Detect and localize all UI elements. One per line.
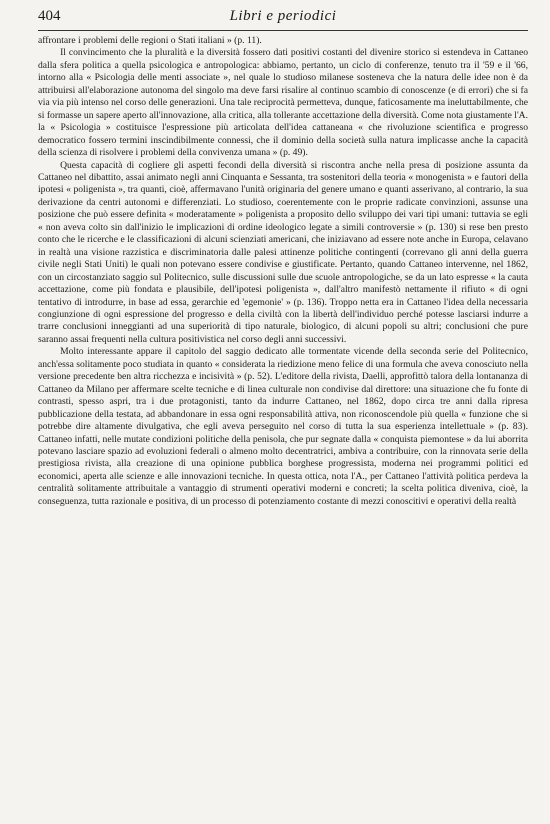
paragraph-continuation: affrontare i problemi delle regioni o Stati italiani » (p. 11).: [38, 35, 262, 46]
page-header: [38, 8, 528, 31]
paragraph: Molto interessante appare il capitolo del saggio dedicato alle tormentate vicende della seconda serie del Politecnico, anch'essa solitamente poco studiata in quanto « considerata la riedizione meno felice di una formula che aveva conosciuto nella versione precedente ben altra ricchezza e incisività » (p. 52). L'editore della rivista, Daelli, approfittò talora della lontananza di Cattaneo da Milano per affermare scelte tecniche e di linea culturale non condivise dal direttore: una situazione che fu fonte di contrasti, spesso aspri, tra i due protagonisti, tanto da indurre Cattaneo, nel 1862, dopo circa tre anni dalla ripresa pubblicazione della testata, ad abbandonare in essa ogni responsabilità attiva, non riconoscendole più quella « funzione che si potrebbe dire altamente divulgativa, che egli aveva perseguito nel corso di tutta la sua esperienza intellettuale » (p. 83). Cattaneo infatti, nelle mutate condizioni politiche della penisola, che pur segnate dalla « conquista piemontese » da lui aborrita potevano lasciare spazio ad evoluzioni federali o almeno molto decentratrici, ambiva a contribuire, con la rinnovata serie della prestigiosa rivista, alla creazione di una opinione pubblica borghese progressista, moderna nei programmi politici ed economici, aperta alle scienze e alle innovazioni tecniche. In questa ottica, nota l'A., per Cattaneo l'attività politica perdeva la centralità solitamente attribuitale a vantaggio di strumenti operativi moderni e concreti; la scelta politica diveniva, cioè, la conseguenza, tutta razionale e positiva, di un processo di potenziamento costante di mezzi conoscitivi e operativi della realtà: [38, 346, 528, 507]
paragraph: Questa capacità di cogliere gli aspetti fecondi della diversità si riscontra anche nella presa di posizione assunta da Cattaneo nel dibattito, assai animato negli anni Cinquanta e Sessanta, tra sostenitori della teoria « monogenista » e fautori della ipotesi « poligenista », tra quanti, cioè, affermavano l'unità originaria del genere umano e quanti asserivano, al contrario, la sua derivazione da centri autonomi e differenziati. Lo studioso, coerentemente con le proprie radicate convinzioni, assunse una posizione che può essere definita « moderatamente » poligenista a proposito dello sviluppo dei vari tipi umani: tuttavia se egli « non aveva colto sin dall'inizio le implicazioni di ordine ideologico legate a simili controversie » (p. 130) si rese ben presto conto che le ricerche e le classificazioni di alcuni scienziati americani, che iniziavano ad essere note anche in Europa, celavano in realtà una visione razzistica e discriminatoria dalle palesi attinenze politiche contingenti (correvano gli anni della guerra civile negli Stati Uniti) le quali non potevano essere condivise e giustificate. Pertanto, quando Cattaneo intervenne, nel 1862, con un circostanziato saggio sul Politecnico, sulle discussioni sulle due scuole antropologiche, se da un lato espresse « la cauta accettazione, come più fondata e plausibile, dell'ipotesi poligenista », dall'altro manifestò nettamente il rifiuto « di ogni tentativo di introdurre, in base ad essa, gerarchie ed 'egemonie' » (p. 136). Troppo netta era in Cattaneo l'idea della necessaria congiunzione di ogni espressione del progresso e della civiltà con la libertà dell'individuo perché potesse lasciarsi indurre a trarre conclusioni inneggianti ad una superiorità di tipo naturale, biologico, di alcuni popoli su altri; conclusioni che pure saranno assai frequenti nella cultura positivistica nel corso degli anni successivi.: [38, 159, 528, 345]
running-title: Libri e periodici: [229, 8, 337, 24]
paragraph: Il convincimento che la pluralità e la diversità fossero dati positivi costanti del divenire storico si estendeva in Cattaneo dalla sfera politica a quella psicologica e antropologica: abbiamo, pertanto, un ciclo di conferenze, tenuto tra il '59 e il '66, intorno alla « Psicologia delle menti associate », nel quale lo studioso milanese sosteneva che la natura delle idee non è da attribuirsi all'elaborazione autonoma del singolo ma deve farsi risalire al continuo scambio di conoscenze (e di errori) che si fa via via più intenso nel corso delle generazioni. Una tale reciprocità permetteva, dunque, faticosamente ma ineluttabilmente, che si formasse un sapere aperto all'innovazione, alla critica, alla tollerante accettazione della diversità. Come nota giustamente l'A. la « Psicologia » costituisce l'espressione più articolata dell'idea cattaneana « che rivoluzione scientifica e progresso democratico fossero termini inscindibilmente connessi, che il dominio della società sulla natura implicasse anche la capacità della scienza di risolvere i problemi della convivenza umana » (p. 49).: [38, 47, 528, 159]
page-number: 404: [38, 8, 61, 24]
body-text: [38, 35, 528, 508]
